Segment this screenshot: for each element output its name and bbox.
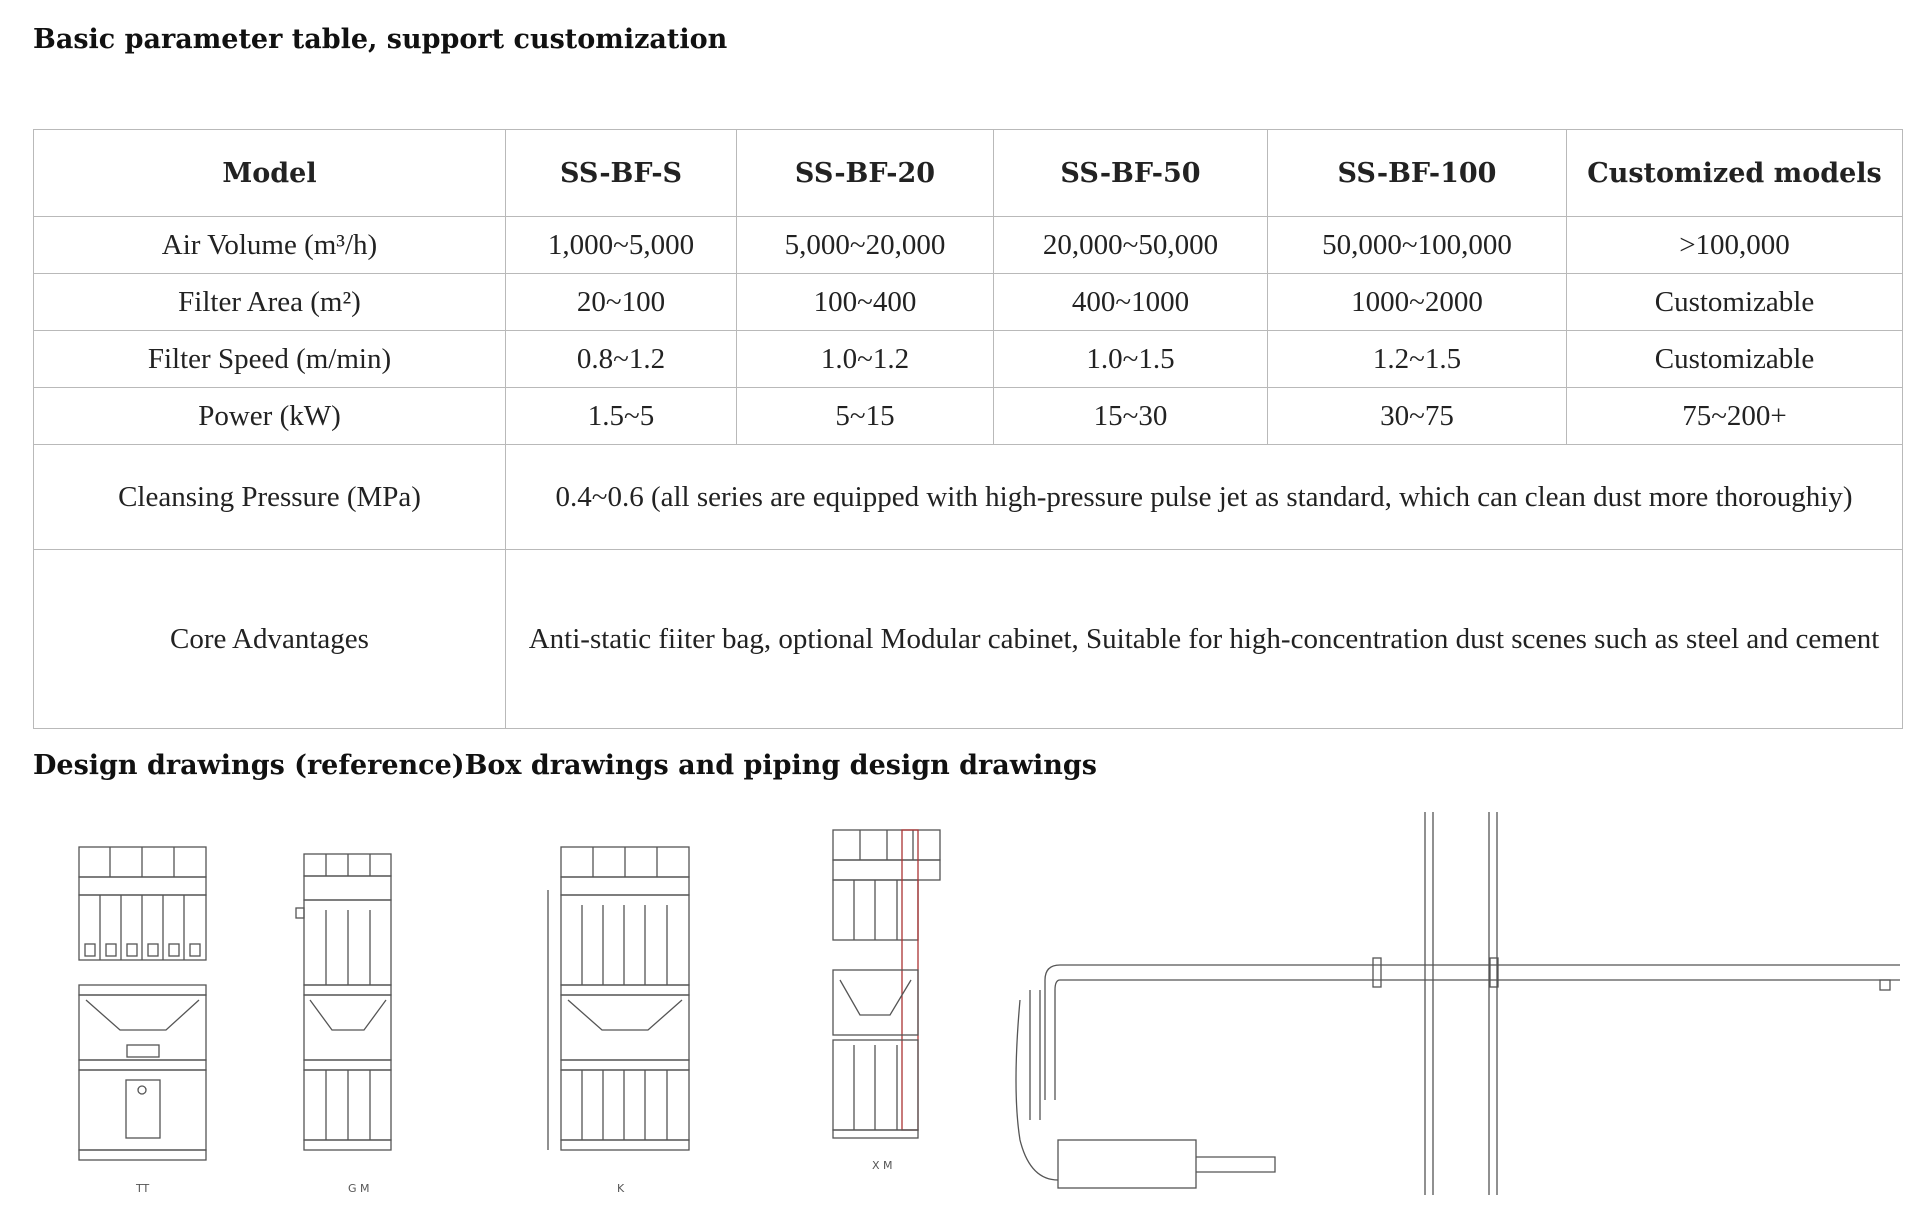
table-cell: 1.0~1.5 xyxy=(994,331,1268,388)
drawing-label: X M xyxy=(872,1159,893,1172)
design-drawings xyxy=(0,790,1919,1213)
parameter-table xyxy=(33,129,1903,729)
box-drawing-1 xyxy=(79,847,206,1195)
table-cell: 5~15 xyxy=(737,388,994,445)
table-cell: 30~75 xyxy=(1268,388,1567,445)
box-drawing-2 xyxy=(296,854,391,1195)
table-cell: Customizable xyxy=(1567,331,1903,388)
box-drawing-3 xyxy=(548,847,689,1195)
table-cell: >100,000 xyxy=(1567,217,1903,274)
table-cell: 15~30 xyxy=(994,388,1268,445)
table-cell: 75~200+ xyxy=(1567,388,1903,445)
table-header-cell: SS-BF-S xyxy=(506,130,737,217)
table-cell: 100~400 xyxy=(737,274,994,331)
drawings-heading: Design drawings (reference)Box drawings and piping design drawings xyxy=(33,750,1097,781)
table-cell: 20,000~50,000 xyxy=(994,217,1268,274)
table-cell: Customizable xyxy=(1567,274,1903,331)
table-cell: 1.2~1.5 xyxy=(1268,331,1567,388)
table-cell: 50,000~100,000 xyxy=(1268,217,1567,274)
row-label: Cleansing Pressure (MPa) xyxy=(34,445,506,550)
drawing-label: G M xyxy=(348,1182,370,1195)
box-drawing-4 xyxy=(833,830,940,1172)
drawing-label: TT xyxy=(136,1182,150,1195)
table-header-row xyxy=(34,130,1903,217)
table-cell: 1,000~5,000 xyxy=(506,217,737,274)
row-label: Air Volume (m³/h) xyxy=(34,217,506,274)
table-cell: 400~1000 xyxy=(994,274,1268,331)
table-row-cleansing xyxy=(34,445,1903,550)
cleansing-value: 0.4~0.6 (all series are equipped with high-pressure pulse jet as standard, which can clean dust more thoroughiy) xyxy=(506,445,1903,550)
table-row xyxy=(34,388,1903,445)
table-header-cell: Model xyxy=(34,130,506,217)
core-advantages-value: Anti-static fiiter bag, optional Modular cabinet, Suitable for high-concentration dust scenes such as steel and cement xyxy=(506,550,1903,729)
table-cell: 1.0~1.2 xyxy=(737,331,994,388)
row-label: Filter Speed (m/min) xyxy=(34,331,506,388)
table-cell: 5,000~20,000 xyxy=(737,217,994,274)
table-header-cell: SS-BF-20 xyxy=(737,130,994,217)
table-cell: 1.5~5 xyxy=(506,388,737,445)
table-header-cell: SS-BF-100 xyxy=(1268,130,1567,217)
table-cell: 1000~2000 xyxy=(1268,274,1567,331)
row-label: Filter Area (m²) xyxy=(34,274,506,331)
table-row xyxy=(34,331,1903,388)
table-row xyxy=(34,217,1903,274)
drawing-label: K xyxy=(617,1182,625,1195)
row-label: Power (kW) xyxy=(34,388,506,445)
table-cell: 20~100 xyxy=(506,274,737,331)
piping-drawing xyxy=(1016,812,1900,1195)
table-header-cell: Customized models xyxy=(1567,130,1903,217)
table-header-cell: SS-BF-50 xyxy=(994,130,1268,217)
table-row-core xyxy=(34,550,1903,729)
row-label: Core Advantages xyxy=(34,550,506,729)
page-title: Basic parameter table, support customization xyxy=(33,24,728,55)
table-cell: 0.8~1.2 xyxy=(506,331,737,388)
table-row xyxy=(34,274,1903,331)
